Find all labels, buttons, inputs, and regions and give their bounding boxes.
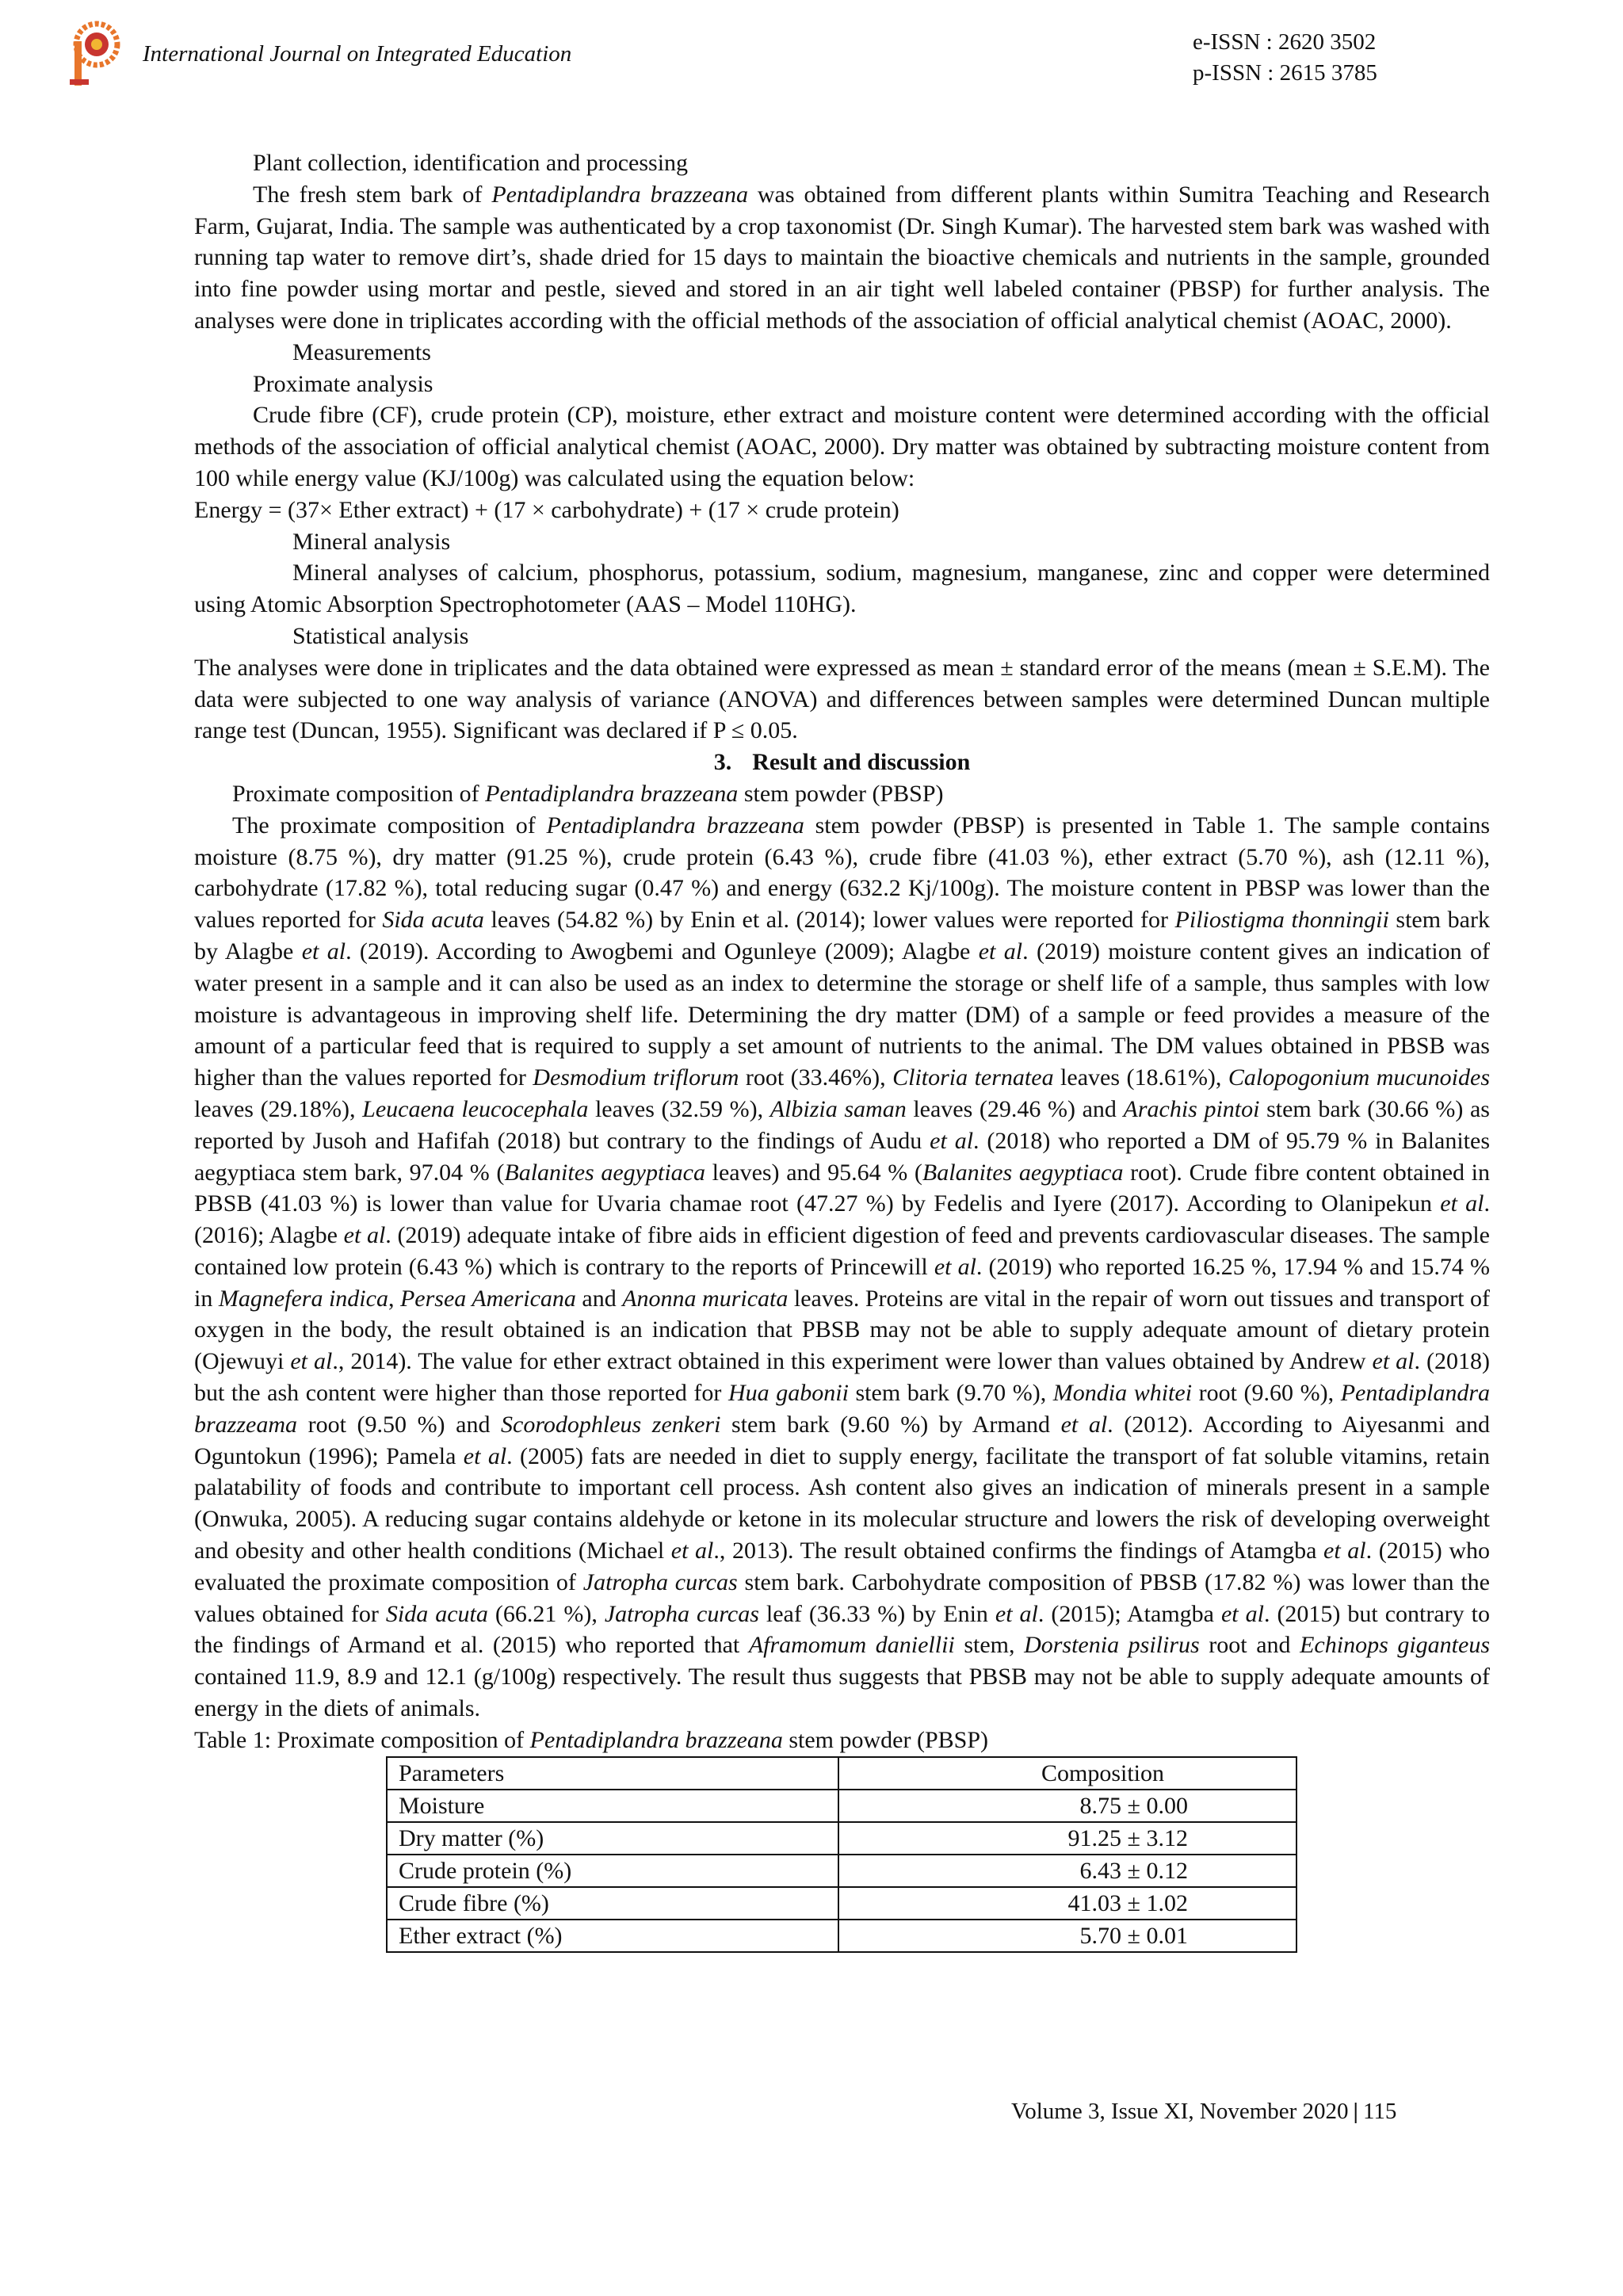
table-row [387,1855,1296,1887]
paragraph-results-discussion: The proximate composition of Pentadiplandra brazzeana stem powder (PBSP) is presented in Table 1. The sample contains moisture (8.75 %), dry matter (91.25 %), crude protein (6.43 %), crude fibre (41.03 %), ether extract (5.70 %), ash (12.11 %), carbohydrate (17.82 %), total reducing sugar (0.47 %) and energy (632.2 Kj/100g). The moisture content in PBSP was lower than the values reported for Sida acuta leaves (54.82 %) by Enin et al. (2014); lower values were reported for Piliostigma thonningii stem bark by Alagbe et al. (2019). According to Awogbemi and Ogunleye (2009); Alagbe et al. (2019) moisture content gives an indication of water present in a sample and it can also be used as an index to determine the storage or shelf life of a sample, thus samples with low moisture is advantageous in improving shelf life. Determining the dry matter (DM) of a sample or feed provides a measure of the amount of a particular feed that is required to supply a set amount of nutrients to the animal. The DM values obtained in PBSB was higher than the values reported for Desmodium triflorum root (33.46%), Clitoria ternatea leaves (18.61%), Calopogonium mucunoides leaves (29.18%), Leucaena leucocephala leaves (32.59 %), Albizia saman leaves (29.46 %) and Arachis pintoi stem bark (30.66 %) as reported by Jusoh and Hafifah (2018) but contrary to the findings of Audu et al. (2018) who reported a DM of 95.79 % in Balanites aegyptiaca stem bark, 97.04 % (Balanites aegyptiaca leaves) and 95.64 % (Balanites aegyptiaca root). Crude fibre content obtained in PBSB (41.03 %) is lower than value for Uvaria chamae root (47.27 %) by Fedelis and Iyere (2017). According to Olanipekun et al. (2016); Alagbe et al. (2019) adequate intake of fibre aids in efficient digestion of feed and prevents cardiovascular diseases. The sample contained low protein (6.43 %) which is contrary to the reports of Princewill et al. (2019) who reported 16.25 %, 17.94 % and 15.74 % in Magnefera indica, Persea Americana and Anonna muricata leaves. Proteins are vital in the repair of worn out tissues and transport of oxygen in the body, the result obtained is an indication that PBSB may not be able to supply adequate amount of dietary protein (Ojewuyi et al., 2014). The value for ether extract obtained in this experiment were lower than values obtained by Andrew et al. (2018) but the ash content were higher than those reported for Hua gabonii stem bark (9.70 %), Mondia whitei root (9.60 %), Pentadiplandra brazzeama root (9.50 %) and Scorodophleus zenkeri stem bark (9.60 %) by Armand et al. (2012). According to Aiyesanmi and Oguntokun (1996); Pamela et al. (2005) fats are needed in diet to supply energy, facilitate the transport of fat soluble vitamins, retain palatability of foods and contribute to important cell process. Ash content also gives an indication of minerals present in a sample (Onwuka, 2005). A reducing sugar contains aldehyde or ketone in its molecular structure and lowers the risk of developing overweight and obesity and other health conditions (Michael et al., 2013). The result obtained confirms the findings of Atamgba et al. (2015) who evaluated the proximate composition of Jatropha curcas stem bark. Carbohydrate composition of PBSB (17.82 %) was lower than the values obtained for Sida acuta (66.21 %), Jatropha curcas leaf (36.33 %) by Enin et al. (2015); Atamgba et al. (2015) but contrary to the findings of Armand et al. (2015) who reported that Aframomum daniellii stem, Dorstenia psilirus root and Echinops giganteus contained 11.9, 8.9 and 12.1 (g/100g) respectively. The result thus suggests that PBSB may not be able to supply adequate amounts of energy in the diets of animals. [194,812,1491,1722]
paragraph-statistical-analysis: The analyses were done in triplicates and the data obtained were expressed as mean ± standard error of the means (mean ± S.E.M). The data were subjected to one way analysis of variance (ANOVA) and differences between samples were determined Duncan multiple range test (Duncan, 1955). Significant was declared if P ≤ 0.05. [194,654,1490,744]
subheading-proximate-composition: Proximate composition of Pentadiplandra brazzeana stem powder (PBSP) [232,780,944,807]
table-cell-parameter: Dry matter (%) [387,1822,838,1855]
page-header [0,0,1623,111]
heading-plant-collection: Plant collection, identification and processing [253,150,689,176]
table-header-cell: Composition [838,1757,1296,1790]
table-cell-value: 5.70 ± 0.01 [838,1920,1296,1952]
table-caption: Table 1: Proximate composition of Pentadiplandra brazzeana stem powder (PBSP) [194,1726,989,1753]
energy-equation: Energy = (37× Ether extract) + (17 × carbohydrate) + (17 × crude protein) [194,496,899,523]
table-cell-value: 41.03 ± 1.02 [838,1887,1296,1920]
table-row [387,1887,1296,1920]
section-number: 3. [713,749,732,776]
page-number: 115 [1362,2099,1397,2124]
heading-statistical-analysis: Statistical analysis [292,622,469,649]
species-name: Pentadiplandra brazzeana [491,181,748,208]
table-header-row [387,1757,1296,1790]
proximate-composition-table [386,1756,1297,1953]
table-row [387,1920,1296,1952]
pissn: p-ISSN : 2615 3785 [1193,60,1377,86]
journal-title: International Journal on Integrated Education [143,41,572,67]
table-cell-parameter: Ether extract (%) [387,1920,838,1952]
table-header-cell: Parameters [387,1757,838,1790]
heading-measurements: Measurements [292,338,431,365]
table-cell-value: 91.25 ± 3.12 [838,1822,1296,1855]
eissn: e-ISSN : 2620 3502 [1193,29,1377,55]
paragraph-proximate-analysis: Crude fibre (CF), crude protein (CP), moisture, ether extract and moisture content were determined according with the official methods of the association of official analytical chemist (AOAC, 2000). Dry matter was obtained by subtracting moisture content from 100 while energy value (KJ/100g) was calculated using the equation below: [194,402,1490,491]
table-cell-value: 8.75 ± 0.00 [838,1790,1296,1822]
page-footer [1011,2099,1396,2125]
table-row [387,1790,1296,1822]
volume-info: Volume 3, Issue XI, November 2020 [1011,2099,1349,2124]
table-cell-parameter: Moisture [387,1790,838,1822]
table-row [387,1822,1296,1855]
section-heading-results [194,747,1490,778]
footer-separator: | [1353,2099,1358,2124]
heading-mineral-analysis: Mineral analysis [292,528,451,555]
article-body [194,147,1490,1953]
paragraph-mineral-analysis: Mineral analyses of calcium, phosphorus, potassium, sodium, magnesium, manganese, zinc and copper were determined using Atomic Absorption Spectrophotometer (AAS – Model 110HG). [194,560,1490,618]
paragraph-plant-collection: The fresh stem bark of Pentadiplandra brazzeana was obtained from different plants within Sumitra Teaching and Research Farm, Gujarat, India. The sample was authenticated by a crop taxonomist (Dr. Singh Kumar). The harvested stem bark was washed with running tap water to remove dirt’s, shade dried for 15 days to maintain the bioactive chemicals and nutrients in the sample, grounded into fine powder using mortar and pestle, sieved and stored in an air tight well labeled container (PBSP) for further analysis. The analyses were done in triplicates according with the official methods of the association of official analytical chemist (AOAC, 2000). [194,181,1490,334]
table-cell-parameter: Crude protein (%) [387,1855,838,1887]
section-title: Result and discussion [752,749,971,776]
issn-block [1193,27,1377,89]
table-cell-parameter: Crude fibre (%) [387,1887,838,1920]
table-cell-value: 6.43 ± 0.12 [838,1855,1296,1887]
journal-logo-icon [63,17,127,89]
heading-proximate-analysis: Proximate analysis [253,370,433,397]
